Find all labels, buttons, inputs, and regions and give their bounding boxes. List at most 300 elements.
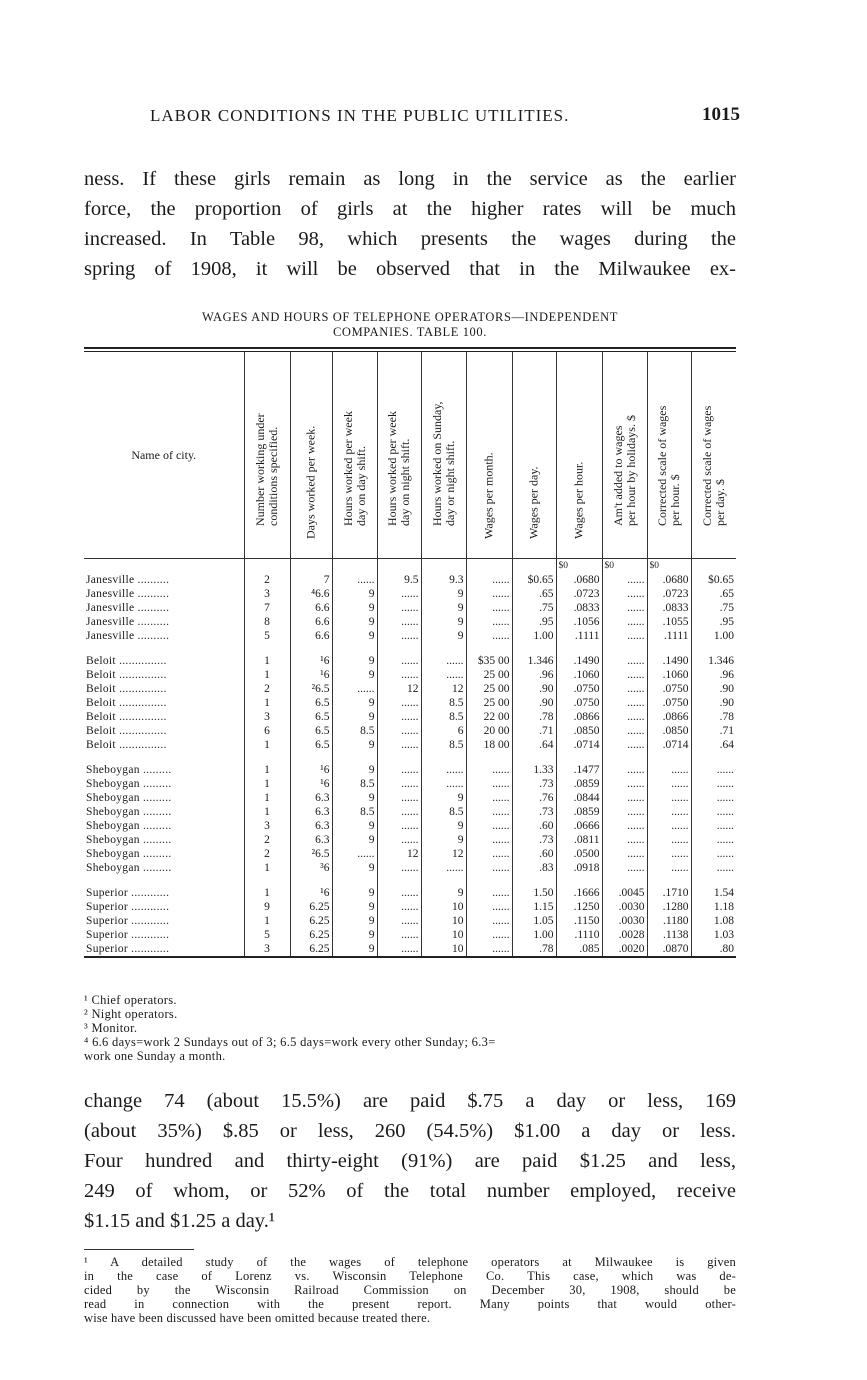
table-note: work one Sunday a month. — [84, 1049, 226, 1063]
table-cell: 1 — [244, 886, 290, 900]
table-cell: ...... — [377, 587, 421, 601]
table-cell: .60 — [512, 819, 556, 833]
table-cell: 6.3 — [290, 833, 332, 847]
table-cell: 9 — [421, 615, 466, 629]
table-cell: 9 — [332, 710, 377, 724]
table-cell: .90 — [691, 682, 736, 696]
table-cell: 9 — [421, 791, 466, 805]
table-cell — [691, 752, 736, 763]
table-cell — [647, 875, 691, 886]
column-header-text — [483, 452, 496, 539]
table-cell: ⁴6.6 — [290, 587, 332, 601]
unit-cell — [244, 559, 290, 574]
table-cell: 8.5 — [332, 724, 377, 738]
table-cell: .0750 — [647, 696, 691, 710]
city-cell: Sheboygan ......... — [86, 834, 172, 846]
table-grid — [84, 352, 736, 956]
table-cell: .0020 — [602, 942, 647, 956]
table-cell: ...... — [466, 819, 512, 833]
paragraph-line: increased. In Table 98, which presents the wages during the — [84, 228, 736, 250]
city-cell: Beloit ............... — [86, 739, 167, 751]
table-cell: .0666 — [556, 819, 602, 833]
table-cell: ...... — [377, 601, 421, 615]
table-cell — [377, 643, 421, 654]
table-row — [84, 587, 736, 601]
table-cell: 2 — [244, 833, 290, 847]
table-cell: .1490 — [647, 654, 691, 668]
table-cell: ...... — [377, 819, 421, 833]
table-cell — [421, 875, 466, 886]
table-cell: .90 — [512, 682, 556, 696]
unit-cell — [290, 559, 332, 574]
table-row — [84, 738, 736, 752]
table-cell: .1111 — [556, 629, 602, 643]
column-header — [244, 352, 290, 559]
table-cell: ...... — [332, 682, 377, 696]
table-cell: 6.6 — [290, 615, 332, 629]
table-cell: 9 — [332, 928, 377, 942]
table-cell: 22 00 — [466, 710, 512, 724]
table-cell: 6.3 — [290, 805, 332, 819]
table-cell: .75 — [691, 601, 736, 615]
table-cell: .1055 — [647, 615, 691, 629]
table-cell: .83 — [512, 861, 556, 875]
table-cell: 9 — [421, 819, 466, 833]
column-header — [691, 352, 736, 559]
table-cell: ...... — [332, 847, 377, 861]
column-header-line: Hours worked per week — [340, 411, 355, 526]
table-cell: ...... — [421, 763, 466, 777]
table-cell: 9 — [244, 900, 290, 914]
table-row — [84, 682, 736, 696]
table-cell: ...... — [377, 914, 421, 928]
table-cell: .0833 — [556, 601, 602, 615]
table-cell: 1.08 — [691, 914, 736, 928]
footnote-line: wise have been discussed have been omitted because treated there. — [84, 1311, 431, 1325]
table-cell: ...... — [647, 819, 691, 833]
table-cell — [84, 559, 244, 574]
table-cell: ...... — [602, 587, 647, 601]
table-cell: 6.25 — [290, 914, 332, 928]
table-cell: 8.5 — [332, 805, 377, 819]
table-cell: .90 — [512, 696, 556, 710]
table-cell: 6.3 — [290, 791, 332, 805]
table-cell: ¹6 — [290, 668, 332, 682]
table-cell: ...... — [691, 791, 736, 805]
table-cell: ...... — [466, 791, 512, 805]
table-cell: 12 — [421, 847, 466, 861]
table-row — [84, 805, 736, 819]
table-cell: ...... — [377, 805, 421, 819]
table-cell — [647, 643, 691, 654]
table-cell: 1 — [244, 791, 290, 805]
table-cell: .1138 — [647, 928, 691, 942]
table-cell: 9 — [332, 819, 377, 833]
table-cell: 1 — [244, 696, 290, 710]
table-cell: ...... — [421, 668, 466, 682]
column-header — [290, 352, 332, 559]
table-cell: 12 — [421, 682, 466, 696]
footnote-line: read in connection with the present report. Many points that would other- — [84, 1297, 736, 1311]
table-cell: ²6.5 — [290, 847, 332, 861]
city-cell: Superior ............ — [86, 929, 170, 941]
table-cell: 9 — [421, 886, 466, 900]
table-cell: .0870 — [647, 942, 691, 956]
table-cell: 6.25 — [290, 942, 332, 956]
table-cell: ...... — [377, 886, 421, 900]
table-cell: ...... — [466, 861, 512, 875]
column-header-text — [342, 411, 368, 526]
table-cell: .96 — [512, 668, 556, 682]
table-cell — [647, 752, 691, 763]
table-cell: ...... — [602, 682, 647, 696]
table-cell: 8.5 — [332, 777, 377, 791]
table-cell — [290, 752, 332, 763]
city-cell: Sheboygan ......... — [86, 848, 172, 860]
footnote-line: ¹ A detailed study of the wages of telephone operators at Milwaukee is given — [84, 1255, 736, 1269]
city-cell: Superior ............ — [86, 887, 170, 899]
table-cell: .1150 — [556, 914, 602, 928]
table-cell: ...... — [332, 573, 377, 587]
table-cell: 8.5 — [421, 696, 466, 710]
table-cell: 1.15 — [512, 900, 556, 914]
table-cell: ...... — [602, 777, 647, 791]
table-cell — [602, 752, 647, 763]
table-cell: .78 — [691, 710, 736, 724]
footnote-line: in the case of Lorenz vs. Wisconsin Telephone Co. This case, which was de- — [84, 1269, 736, 1283]
table-cell — [466, 752, 512, 763]
footnote — [84, 1255, 736, 1325]
footnote-rule — [84, 1249, 194, 1250]
unit-cell — [332, 559, 377, 574]
table-cell: ...... — [421, 654, 466, 668]
table-cell: ...... — [421, 861, 466, 875]
table-cell: .0866 — [647, 710, 691, 724]
paragraph-bottom — [84, 1086, 736, 1236]
table-cell: 9 — [421, 629, 466, 643]
table-cell: ...... — [377, 928, 421, 942]
table-cell: 9.5 — [377, 573, 421, 587]
table-cell: .085 — [556, 942, 602, 956]
table-cell: .1060 — [647, 668, 691, 682]
column-header-text — [656, 406, 682, 526]
table-note: ³ Monitor. — [84, 1021, 138, 1035]
table-cell: 1.05 — [512, 914, 556, 928]
table-cell — [377, 875, 421, 886]
table-cell: ...... — [602, 763, 647, 777]
table-cell: .0714 — [647, 738, 691, 752]
table-cell: ...... — [466, 573, 512, 587]
table-cell: 6.25 — [290, 928, 332, 942]
column-header-line: per day. $ — [712, 479, 727, 526]
table-cell: ...... — [377, 777, 421, 791]
table-cell: ...... — [647, 791, 691, 805]
table-cell: ...... — [377, 696, 421, 710]
table-cell: ¹6 — [290, 777, 332, 791]
table-cell: 9 — [332, 587, 377, 601]
table-cell: ...... — [647, 805, 691, 819]
table-row — [84, 710, 736, 724]
table-cell: .78 — [512, 710, 556, 724]
column-header — [647, 352, 691, 559]
table-cell: ...... — [647, 861, 691, 875]
table-cell: ...... — [602, 668, 647, 682]
table-cell — [466, 875, 512, 886]
table-cell: 5 — [244, 928, 290, 942]
table-cell: 1 — [244, 668, 290, 682]
column-header-line: per hour. $ — [668, 474, 682, 526]
table-cell: 1.03 — [691, 928, 736, 942]
table-cell: ...... — [377, 668, 421, 682]
table-row — [84, 900, 736, 914]
paragraph-line: 249 of whom, or 52% of the total number employed, receive — [84, 1180, 736, 1202]
table-cell: ...... — [691, 819, 736, 833]
table-row — [84, 668, 736, 682]
table-row — [84, 847, 736, 861]
table-cell: ...... — [691, 833, 736, 847]
table-cell: ...... — [466, 763, 512, 777]
table-cell: ...... — [602, 601, 647, 615]
table-cell: .0028 — [602, 928, 647, 942]
header-row — [84, 352, 736, 559]
table-cell: .0833 — [647, 601, 691, 615]
table-cell: .0811 — [556, 833, 602, 847]
table-cell: 9.3 — [421, 573, 466, 587]
table-cell: 9 — [332, 942, 377, 956]
paragraph-top — [84, 164, 736, 284]
table-cell: ...... — [377, 629, 421, 643]
table-cell: .1710 — [647, 886, 691, 900]
table-row — [84, 654, 736, 668]
table-cell: 9 — [332, 886, 377, 900]
table-cell: .71 — [512, 724, 556, 738]
city-cell: Superior ............ — [86, 943, 170, 955]
city-cell: Superior ............ — [86, 915, 170, 927]
table-cell: 1 — [244, 914, 290, 928]
table-cell: .1250 — [556, 900, 602, 914]
city-cell: Sheboygan ......... — [86, 764, 172, 776]
column-header-line: Hours worked on Sunday, — [429, 401, 444, 526]
table-row — [84, 861, 736, 875]
table-cell: 2 — [244, 573, 290, 587]
table-cell: ...... — [691, 777, 736, 791]
table-cell: ...... — [466, 587, 512, 601]
table-cell: ...... — [377, 654, 421, 668]
table-cell: ...... — [421, 777, 466, 791]
column-header-line: day on day shift. — [353, 446, 368, 526]
table-row — [84, 914, 736, 928]
unit-cell — [421, 559, 466, 574]
table-cell: ...... — [602, 629, 647, 643]
table-cell: .0844 — [556, 791, 602, 805]
table-cell: ...... — [466, 900, 512, 914]
table-cell: ¹6 — [290, 886, 332, 900]
table-cell: ...... — [602, 805, 647, 819]
table-cell: ...... — [602, 696, 647, 710]
city-cell: Beloit ............... — [86, 697, 167, 709]
paragraph-line: force, the proportion of girls at the higher rates will be much — [84, 198, 736, 220]
table-cell: .95 — [512, 615, 556, 629]
table-cell: ...... — [691, 763, 736, 777]
column-header — [602, 352, 647, 559]
table-row — [84, 629, 736, 643]
table-cell: 9 — [332, 833, 377, 847]
table-row — [84, 763, 736, 777]
running-head-title: LABOR CONDITIONS IN THE PUBLIC UTILITIES. — [150, 106, 570, 125]
page-number: 1015 — [702, 104, 740, 125]
table-cell: .64 — [512, 738, 556, 752]
table-cell: 1 — [244, 763, 290, 777]
table-cell: ...... — [466, 805, 512, 819]
table-cell: 25 00 — [466, 696, 512, 710]
table-cell: 9 — [332, 900, 377, 914]
table-cell: 3 — [244, 587, 290, 601]
table-row — [84, 615, 736, 629]
table-cell: .0045 — [602, 886, 647, 900]
city-cell: Janesville .......... — [86, 630, 170, 642]
table-cell: ³6 — [290, 861, 332, 875]
table-cell: .0859 — [556, 777, 602, 791]
table-cell: 1.00 — [512, 629, 556, 643]
column-header — [556, 352, 602, 559]
table-note: ² Night operators. — [84, 1007, 178, 1021]
table-cell: ...... — [466, 914, 512, 928]
unit-cell — [377, 559, 421, 574]
table-cell: 9 — [332, 763, 377, 777]
paragraph-line: (about 35%) $.85 or less, 260 (54.5%) $1.00 a day or less. — [84, 1120, 736, 1142]
table-cell: 9 — [332, 696, 377, 710]
column-header-text — [701, 406, 727, 526]
table-cell — [84, 875, 244, 886]
table-cell: 6.5 — [290, 710, 332, 724]
table-cell — [421, 752, 466, 763]
table-cell — [332, 643, 377, 654]
column-header-text — [573, 462, 586, 539]
table-cell — [691, 875, 736, 886]
table-cell: .0750 — [556, 682, 602, 696]
table-cell — [84, 643, 244, 654]
column-header-line: Wages per hour. — [571, 461, 586, 539]
table-cell: ...... — [602, 847, 647, 861]
table-cell: 9 — [421, 587, 466, 601]
table-cell: ...... — [602, 791, 647, 805]
table-cell: 1.54 — [691, 886, 736, 900]
table-cell: .65 — [512, 587, 556, 601]
table-cell — [332, 875, 377, 886]
column-header-line: Wages per month. — [481, 452, 496, 539]
table-cell: 8.5 — [421, 738, 466, 752]
table-cell — [602, 643, 647, 654]
table-cell: .1180 — [647, 914, 691, 928]
table-cell: ...... — [466, 615, 512, 629]
table-cell: 25 00 — [466, 682, 512, 696]
table-cell: .0500 — [556, 847, 602, 861]
paragraph-line: $1.15 and $1.25 a day.¹ — [84, 1210, 275, 1232]
table-row — [84, 928, 736, 942]
column-header-text — [386, 411, 412, 526]
city-cell: Beloit ............... — [86, 669, 167, 681]
table-cell: 6.5 — [290, 738, 332, 752]
table-cell: ¹6 — [290, 654, 332, 668]
column-header-line: Hours worked per week — [385, 411, 399, 526]
table-cell: ...... — [377, 942, 421, 956]
table-cell: 2 — [244, 847, 290, 861]
city-cell: Sheboygan ......... — [86, 820, 172, 832]
table-cell: 7 — [290, 573, 332, 587]
table-cell: 9 — [332, 629, 377, 643]
table-cell: .0030 — [602, 900, 647, 914]
column-header-line: Days worked per week. — [303, 425, 318, 539]
city-cell: Janesville .......... — [86, 616, 170, 628]
table-cell: 3 — [244, 819, 290, 833]
table-cell: 1.50 — [512, 886, 556, 900]
table-cell: ...... — [466, 629, 512, 643]
column-header-line: Corrected scale of wages — [655, 405, 669, 526]
table-cell: .0030 — [602, 914, 647, 928]
table-cell: 9 — [421, 601, 466, 615]
table-row — [84, 573, 736, 587]
table-cell: 18 00 — [466, 738, 512, 752]
table-row — [84, 696, 736, 710]
table-cell: ...... — [602, 615, 647, 629]
table-cell: ...... — [377, 791, 421, 805]
table-note: ¹ Chief operators. — [84, 993, 177, 1007]
table-cell: ...... — [602, 833, 647, 847]
table-cell: .0859 — [556, 805, 602, 819]
table-cell: 1.346 — [512, 654, 556, 668]
table-cell: ...... — [377, 833, 421, 847]
table-cell: ...... — [602, 654, 647, 668]
column-header-text — [431, 401, 457, 526]
table-cell: 3 — [244, 942, 290, 956]
city-cell: Beloit ............... — [86, 725, 167, 737]
table-cell: .73 — [512, 833, 556, 847]
table-cell: 1.00 — [512, 928, 556, 942]
table-cell: .1666 — [556, 886, 602, 900]
table-row — [84, 942, 736, 956]
table-cell: .75 — [512, 601, 556, 615]
table-cell: ...... — [377, 724, 421, 738]
table-cell: 6 — [244, 724, 290, 738]
column-header-text — [254, 413, 280, 526]
table-caption-line2: COMPANIES. TABLE 100. — [333, 325, 487, 339]
unit-cell — [512, 559, 556, 574]
table-cell: ...... — [466, 928, 512, 942]
table-cell: 6.5 — [290, 696, 332, 710]
table-cell: .0723 — [647, 587, 691, 601]
table-cell: .73 — [512, 777, 556, 791]
table-cell: ...... — [466, 601, 512, 615]
table-cell: ...... — [691, 847, 736, 861]
table-cell: $35 00 — [466, 654, 512, 668]
table-cell: 9 — [332, 914, 377, 928]
table-cell: .0750 — [556, 696, 602, 710]
unit-cell — [466, 559, 512, 574]
table-cell: 1 — [244, 654, 290, 668]
table-cell — [556, 875, 602, 886]
table-cell: .0680 — [647, 573, 691, 587]
table-cell — [466, 643, 512, 654]
table-cell: 9 — [332, 791, 377, 805]
city-cell: Superior ............ — [86, 901, 170, 913]
table-cell: ...... — [602, 573, 647, 587]
table-cell: .1060 — [556, 668, 602, 682]
city-cell: Beloit ............... — [86, 683, 167, 695]
column-header-line: per hour by holidays. $ — [623, 415, 638, 526]
table-cell: ...... — [602, 738, 647, 752]
unit-cell: $0 — [602, 559, 647, 574]
table-caption — [84, 310, 736, 340]
